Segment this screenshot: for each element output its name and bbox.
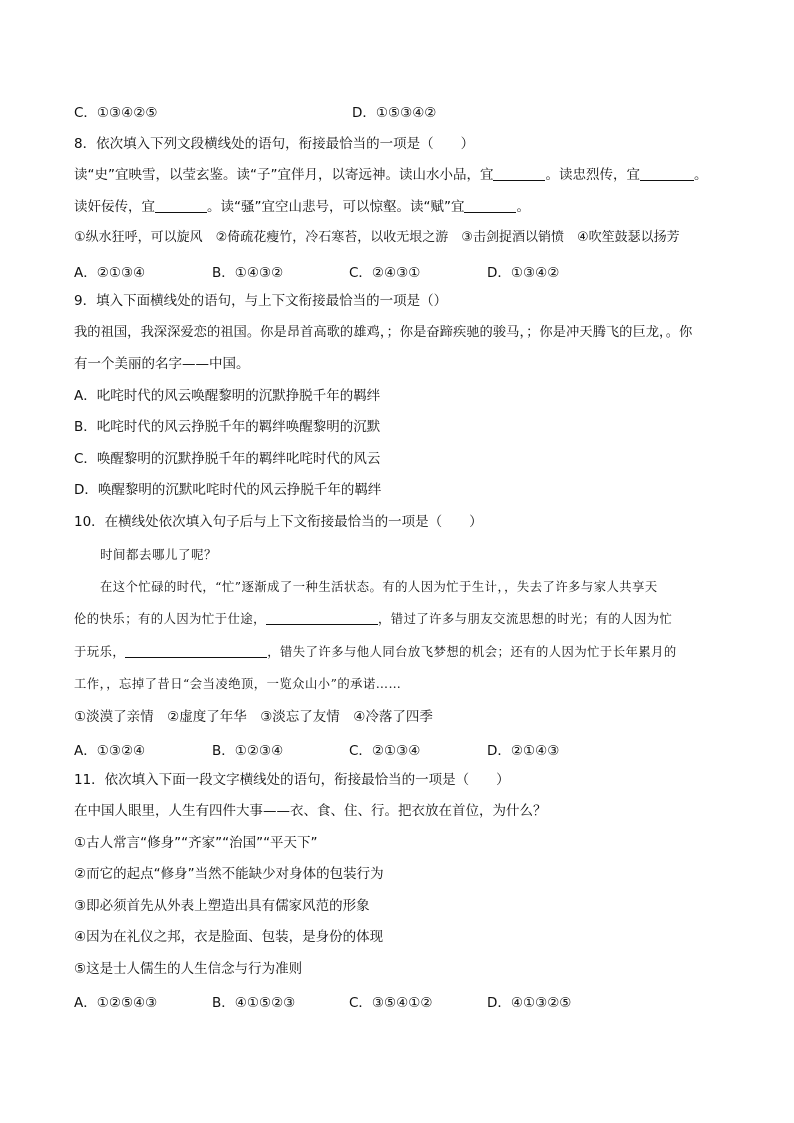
q8-option-b: B．①④③② — [212, 265, 284, 281]
q8-option-c: C．②④③① — [349, 265, 421, 281]
q7-option-c: C．①③④②⑤ — [74, 105, 158, 121]
q8-passage-line2 — [74, 198, 530, 216]
q8-p2c: 。 — [516, 199, 530, 215]
q11-option-b: B．④①⑤②③ — [212, 995, 296, 1011]
q10-blank-2 — [266, 610, 378, 625]
q8-stem: 8．依次填入下列文段横线处的语句，衔接最恰当的一项是（ ） — [74, 136, 475, 152]
q8-options — [0, 261, 794, 279]
q11-option-c: C．③⑤④①② — [349, 995, 433, 1011]
q9-stem: 9．填入下面横线处的语句，与上下文衔接最恰当的一项是（） — [74, 293, 448, 309]
q8-p2a: 读奸佞传，宜 — [74, 199, 155, 215]
q8-p2b: 。读“骚”宜空山悲号，可以惊壑。读“赋”宜 — [207, 199, 465, 215]
q11-item-2: ②而它的起点“修身”当然不能缺少对身体的包装行为 — [74, 866, 384, 882]
q10-option-d: D．②①④③ — [487, 743, 560, 759]
q8-blank-1 — [493, 166, 545, 181]
q10-l3a: 于玩乐， — [74, 645, 126, 659]
q8-p1c: 。 — [693, 167, 708, 183]
q8-option-d: D．①③④② — [487, 265, 560, 281]
q10-items: ①淡漠了亲情 ②虚度了年华 ③淡忘了友情 ④冷落了四季 — [74, 709, 433, 725]
q9-passage-line1: 我的祖国，我深深爱恋的祖国。你是昂首高歌的雄鸡，；你是奋蹄疾驰的骏马，；你是冲天腾飞的巨龙，。你 — [74, 325, 693, 340]
q10-option-b: B．①②③④ — [212, 743, 284, 759]
q10-passage-line4: 工作，，忘掉了昔日“会当凌绝顶，一览众山小”的承诺…… — [74, 677, 402, 691]
q10-passage-line3 — [74, 643, 677, 661]
q9-option-c: C．唤醒黎明的沉默挣脱千年的羁绊叱咤时代的风云 — [74, 451, 381, 467]
q10-passage-line1: 在这个忙碌的时代，“忙”逐渐成了一种生活状态。有的人因为忙于生计，，失去了许多与家人共享天 — [100, 580, 658, 594]
q11-item-4: ④因为在礼仪之邦，衣是脸面、包装，是身份的体现 — [74, 929, 384, 945]
q11-item-5: ⑤这是士人儒生的人生信念与行为准则 — [74, 961, 303, 977]
q10-option-a: A．①③②④ — [74, 743, 146, 759]
q8-option-a: A．②①③④ — [74, 265, 146, 281]
q10-l2a: 伦的快乐；有的人因为忙于仕途， — [74, 612, 266, 626]
q8-blank-2 — [640, 166, 694, 181]
q8-passage-line1 — [74, 166, 707, 184]
q10-options — [0, 739, 794, 757]
q10-blank-3 — [125, 643, 267, 658]
q11-item-1: ①古人常言“修身”“齐家”“治国”“平天下” — [74, 835, 318, 851]
q8-blank-3 — [155, 198, 207, 213]
q10-option-c: C．②①③④ — [349, 743, 421, 759]
q8-p1a: 读“史”宜映雪，以莹玄鉴。读“子”宜伴月，以寄远神。读山水小品，宜 — [74, 167, 494, 183]
q11-passage: 在中国人眼里，人生有四件大事——衣、食、住、行。把衣放在首位，为什么？ — [74, 803, 547, 819]
q11-stem: 11．依次填入下面一段文字横线处的语句，衔接最恰当的一项是（ ） — [74, 772, 510, 788]
q11-options — [0, 991, 794, 1009]
q11-option-d: D．④①③②⑤ — [487, 995, 572, 1011]
q8-p1b: 。读忠烈传，宜 — [545, 167, 640, 183]
q10-passage-line2 — [74, 610, 672, 628]
q7-option-d: D．①⑤③④② — [352, 105, 437, 121]
q10-passage-title: 时间都去哪儿了呢？ — [100, 547, 218, 562]
q9-option-b: B．叱咤时代的风云挣脱千年的羁绊唤醒黎明的沉默 — [74, 419, 381, 435]
q10-l2b: ，错过了许多与朋友交流思想的时光；有的人因为忙 — [377, 612, 673, 626]
q11-item-3: ③即必须首先从外表上塑造出具有儒家风范的形象 — [74, 898, 370, 914]
q11-option-a: A．①②⑤④③ — [74, 995, 158, 1011]
q10-stem: 10．在横线处依次填入句子后与上下文衔接最恰当的一项是（ ） — [74, 514, 483, 530]
q8-items: ①纵水狂呼，可以旋风 ②倚疏花瘦竹，冷石寒苔，以收无垠之游 ③击剑捉酒以销愤 ④吹笙鼓瑟以扬芳 — [74, 230, 680, 245]
q9-option-a: A．叱咤时代的风云唤醒黎明的沉默挣脱千年的羁绊 — [74, 388, 381, 404]
q8-blank-4 — [464, 198, 516, 213]
q10-l3b: ，错失了许多与他人同台放飞梦想的机会；还有的人因为忙于长年累月的 — [267, 645, 677, 659]
q9-option-d: D．唤醒黎明的沉默叱咤时代的风云挣脱千年的羁绊 — [74, 482, 382, 498]
q9-passage-line2: 有一个美丽的名字——中国。 — [74, 356, 250, 372]
